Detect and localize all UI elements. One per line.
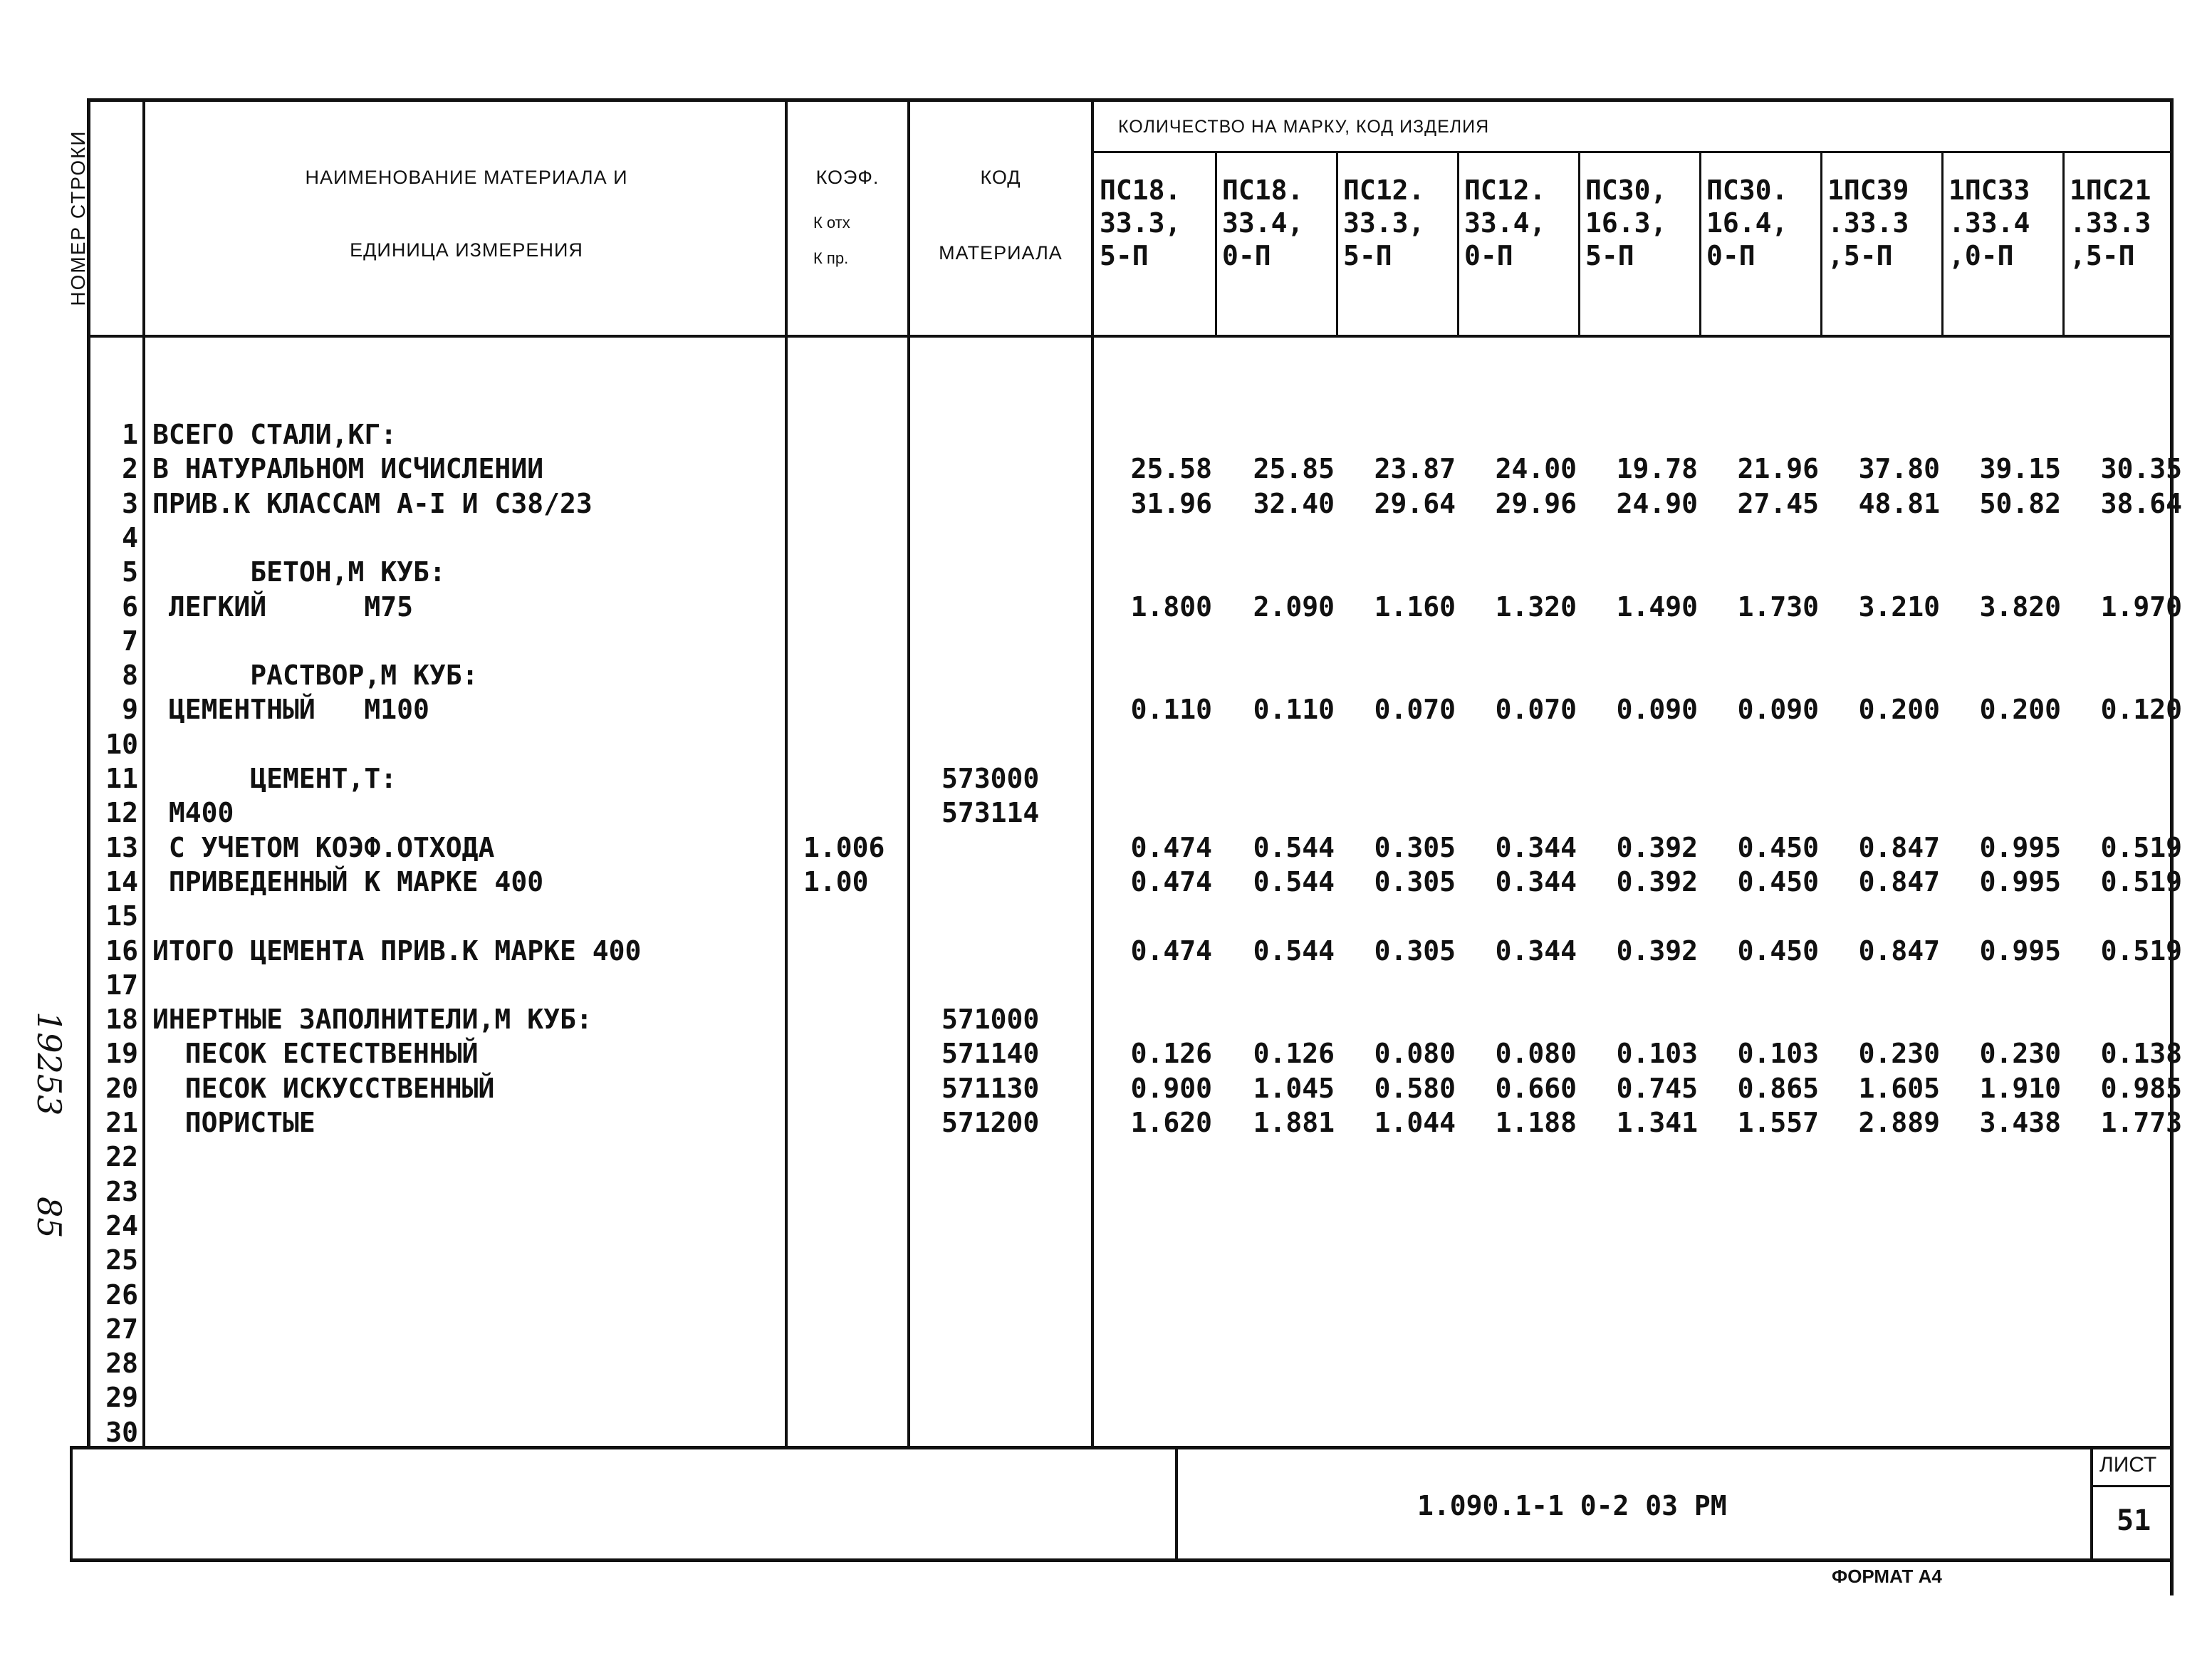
quantity-value: 1.773 <box>2100 1107 2182 1138</box>
quantity-value: 1.620 <box>1130 1107 1212 1138</box>
quantity-value: 0.392 <box>1616 866 1698 897</box>
mark-header-line2: 33.3, <box>1343 207 1425 239</box>
quantity-value: 0.230 <box>1858 1038 1940 1069</box>
stamp-divider <box>1175 1446 1178 1562</box>
quantity-value: 0.544 <box>1253 866 1335 897</box>
quantity-value: 0.995 <box>1979 832 2061 863</box>
quantity-value: 24.90 <box>1616 488 1698 519</box>
material-header-line1: НАИМЕНОВАНИЕ МАТЕРИАЛА И <box>305 167 628 188</box>
table-row <box>0 1071 2212 1105</box>
quantity-value: 0.344 <box>1495 866 1577 897</box>
mark-header-line3: ,5-П <box>2070 240 2135 271</box>
quantity-value: 0.985 <box>2100 1073 2182 1104</box>
format-label: ФОРМАТ А4 <box>1832 1566 1942 1587</box>
code-header-line2: МАТЕРИАЛА <box>939 242 1063 264</box>
row-number: 5 <box>122 556 138 588</box>
row-number: 10 <box>105 729 138 760</box>
quantity-value: 29.96 <box>1495 488 1577 519</box>
row-number: 30 <box>105 1417 138 1448</box>
material-name: ВСЕГО СТАЛИ,КГ: <box>152 419 397 450</box>
table-row <box>0 899 2212 933</box>
quantity-value: 0.865 <box>1737 1073 1819 1104</box>
material-code: 571140 <box>941 1038 1040 1069</box>
row-number: 26 <box>105 1279 138 1311</box>
mark-header-line3: ,0-П <box>1948 240 2014 271</box>
document-code: 1.090.1-1 0-2 03 РМ <box>1417 1490 1727 1521</box>
quantity-value: 0.519 <box>2100 832 2182 863</box>
quantity-value: 0.544 <box>1253 832 1335 863</box>
quantity-value: 0.392 <box>1616 832 1698 863</box>
sheet-box-left <box>2090 1446 2093 1562</box>
quantity-value: 1.910 <box>1979 1073 2061 1104</box>
mark-header-line3: 0-П <box>1706 240 1755 271</box>
table-row <box>0 1105 2212 1140</box>
mark-header-line3: 0-П <box>1464 240 1513 271</box>
quantity-value: 32.40 <box>1253 488 1335 519</box>
quantity-value: 38.64 <box>2100 488 2182 519</box>
frame-top <box>87 98 2174 102</box>
quantity-value: 1.341 <box>1616 1107 1698 1138</box>
row-number: 12 <box>105 797 138 828</box>
quantity-value: 27.45 <box>1737 488 1819 519</box>
row-number: 1 <box>122 419 138 450</box>
quantity-value: 23.87 <box>1374 453 1456 484</box>
mark-header-7 <box>1827 174 1947 272</box>
quantity-value: 1.730 <box>1737 591 1819 623</box>
mark-header-line2: .33.4 <box>1948 207 2030 239</box>
quantity-value: 1.045 <box>1253 1073 1335 1104</box>
mark-header-line3: 5-П <box>1585 240 1634 271</box>
quantity-value: 0.474 <box>1130 935 1212 967</box>
quantity-value: 50.82 <box>1979 488 2061 519</box>
quantity-value: 1.970 <box>2100 591 2182 623</box>
quantity-value: 0.305 <box>1374 935 1456 967</box>
table-row <box>0 692 2212 727</box>
quantity-value: 31.96 <box>1130 488 1212 519</box>
quantity-value: 0.080 <box>1495 1038 1577 1069</box>
row-number: 13 <box>105 832 138 863</box>
row-number: 15 <box>105 900 138 932</box>
material-name: ИТОГО ЦЕМЕНТА ПРИВ.К МАРКЕ 400 <box>152 935 642 967</box>
mark-header-line1: ПС12. <box>1343 175 1425 206</box>
table-row <box>0 658 2212 692</box>
row-number: 29 <box>105 1382 138 1413</box>
table-row <box>0 452 2212 486</box>
quantity-value: 0.995 <box>1979 866 2061 897</box>
quantity-value: 1.160 <box>1374 591 1456 623</box>
stamp-left <box>70 1446 73 1562</box>
quantity-value: 0.995 <box>1979 935 2061 967</box>
mark-header-line2: 16.4, <box>1706 207 1788 239</box>
table-row <box>0 1002 2212 1036</box>
quantity-value: 0.200 <box>1979 694 2061 725</box>
mark-header-line3: 5-П <box>1100 240 1149 271</box>
table-row <box>0 1312 2212 1346</box>
table-row <box>0 1243 2212 1277</box>
mark-header-5 <box>1585 174 1705 272</box>
stamp-bottom <box>70 1558 2174 1562</box>
material-name: РАСТВОР,М КУБ: <box>152 660 479 691</box>
quantity-value: 0.544 <box>1253 935 1335 967</box>
table-row <box>0 865 2212 899</box>
header-bottom <box>87 335 2174 338</box>
table-row <box>0 486 2212 521</box>
material-name: ПОРИСТЫЕ <box>152 1107 315 1138</box>
quantity-value: 0.519 <box>2100 935 2182 967</box>
coefficient: 1.00 <box>803 866 869 897</box>
row-number: 22 <box>105 1141 138 1172</box>
mark-header-9 <box>2070 174 2189 272</box>
quantity-header: КОЛИЧЕСТВО НА МАРКУ, КОД ИЗДЕЛИЯ <box>1118 117 1490 137</box>
material-name: ЦЕМЕНТ,Т: <box>152 763 397 794</box>
sheet-label: ЛИСТ <box>2099 1453 2157 1477</box>
quantity-value: 0.090 <box>1737 694 1819 725</box>
mark-header-line2: .33.3 <box>1827 207 1909 239</box>
quantity-value: 0.080 <box>1374 1038 1456 1069</box>
mark-header-line2: 33.4, <box>1464 207 1546 239</box>
quantity-value: 0.126 <box>1130 1038 1212 1069</box>
material-name: ЦЕМЕНТНЫЙ М100 <box>152 694 429 725</box>
material-code: 571130 <box>941 1073 1040 1104</box>
material-name: ИНЕРТНЫЕ ЗАПОЛНИТЕЛИ,М КУБ: <box>152 1004 593 1035</box>
material-name: М400 <box>152 797 234 828</box>
table-row <box>0 555 2212 589</box>
quantity-value: 0.344 <box>1495 832 1577 863</box>
quantity-value: 24.00 <box>1495 453 1577 484</box>
quantity-value: 1.320 <box>1495 591 1577 623</box>
quantity-value: 19.78 <box>1616 453 1698 484</box>
material-name: ПЕСОК ЕСТЕСТВЕННЫЙ <box>152 1038 479 1069</box>
quantity-value: 0.745 <box>1616 1073 1698 1104</box>
quantity-value: 0.070 <box>1495 694 1577 725</box>
quantity-value: 48.81 <box>1858 488 1940 519</box>
table-row <box>0 590 2212 624</box>
table-row <box>0 1380 2212 1415</box>
row-number: 3 <box>122 488 138 519</box>
table-row <box>0 1346 2212 1380</box>
table-row <box>0 624 2212 658</box>
quantity-value: 0.450 <box>1737 935 1819 967</box>
quantity-value: 1.881 <box>1253 1107 1335 1138</box>
quantity-value: 0.305 <box>1374 866 1456 897</box>
mark-header-line1: 1ПС21 <box>2070 175 2151 206</box>
mark-header-1 <box>1100 174 1219 272</box>
quantity-value: 25.85 <box>1253 453 1335 484</box>
material-header-line2: ЕДИНИЦА ИЗМЕРЕНИЯ <box>350 239 583 261</box>
row-number: 20 <box>105 1073 138 1104</box>
sheet-number: 51 <box>2117 1504 2151 1537</box>
coef-k-pr: К пр. <box>813 249 849 267</box>
quantity-value: 37.80 <box>1858 453 1940 484</box>
quantity-value: 0.110 <box>1253 694 1335 725</box>
table-row <box>0 1036 2212 1071</box>
quantity-header-line <box>1091 151 2174 153</box>
table-row <box>0 1175 2212 1209</box>
mark-header-line3: 0-П <box>1222 240 1271 271</box>
mark-header-line1: ПС30. <box>1706 175 1788 206</box>
table-row <box>0 417 2212 452</box>
mark-header-line1: ПС18. <box>1100 175 1181 206</box>
mark-header-8 <box>1948 174 2068 272</box>
quantity-value: 0.847 <box>1858 866 1940 897</box>
mark-header-line2: 33.4, <box>1222 207 1304 239</box>
row-number: 7 <box>122 625 138 657</box>
row-number: 6 <box>122 591 138 623</box>
quantity-value: 1.188 <box>1495 1107 1577 1138</box>
table-row <box>0 1278 2212 1312</box>
material-name: ПРИВЕДЕННЫЙ К МАРКЕ 400 <box>152 866 544 897</box>
row-number: 2 <box>122 453 138 484</box>
quantity-value: 0.660 <box>1495 1073 1577 1104</box>
stamp-right <box>2170 1446 2174 1595</box>
quantity-value: 3.820 <box>1979 591 2061 623</box>
quantity-value: 0.847 <box>1858 935 1940 967</box>
table-row <box>0 761 2212 796</box>
quantity-value: 0.900 <box>1130 1073 1212 1104</box>
mark-header-line1: 1ПС33 <box>1948 175 2030 206</box>
material-name: ПРИВ.К КЛАССАМ А-I И С38/23 <box>152 488 593 519</box>
row-number: 18 <box>105 1004 138 1035</box>
quantity-value: 2.090 <box>1253 591 1335 623</box>
quantity-value: 0.519 <box>2100 866 2182 897</box>
quantity-value: 29.64 <box>1374 488 1456 519</box>
quantity-value: 0.200 <box>1858 694 1940 725</box>
mark-header-line3: 5-П <box>1343 240 1392 271</box>
material-code: 571200 <box>941 1107 1040 1138</box>
material-code: 571000 <box>941 1004 1040 1035</box>
row-number: 24 <box>105 1210 138 1241</box>
material-name: ЛЕГКИЙ М75 <box>152 591 414 623</box>
mark-header-line2: .33.3 <box>2070 207 2151 239</box>
quantity-value: 2.889 <box>1858 1107 1940 1138</box>
quantity-value: 39.15 <box>1979 453 2061 484</box>
table-row <box>0 1209 2212 1243</box>
table-row <box>0 796 2212 830</box>
mark-header-2 <box>1222 174 1342 272</box>
row-number: 17 <box>105 969 138 1001</box>
row-number: 27 <box>105 1313 138 1345</box>
quantity-value: 0.344 <box>1495 935 1577 967</box>
quantity-value: 21.96 <box>1737 453 1819 484</box>
code-header-line1: КОД <box>980 167 1021 188</box>
material-name: ПЕСОК ИСКУССТВЕННЫЙ <box>152 1073 495 1104</box>
quantity-value: 1.557 <box>1737 1107 1819 1138</box>
quantity-value: 1.044 <box>1374 1107 1456 1138</box>
quantity-value: 0.126 <box>1253 1038 1335 1069</box>
quantity-value: 0.090 <box>1616 694 1698 725</box>
sheet-box-mid <box>2090 1485 2170 1487</box>
mark-header-line2: 33.3, <box>1100 207 1181 239</box>
material-name: С УЧЕТОМ КОЭФ.ОТХОДА <box>152 832 495 863</box>
material-name: БЕТОН,М КУБ: <box>152 556 446 588</box>
quantity-value: 0.110 <box>1130 694 1212 725</box>
quantity-value: 0.450 <box>1737 866 1819 897</box>
quantity-value: 1.605 <box>1858 1073 1940 1104</box>
row-number: 23 <box>105 1176 138 1207</box>
quantity-value: 0.847 <box>1858 832 1940 863</box>
quantity-value: 25.58 <box>1130 453 1212 484</box>
mark-header-line1: ПС12. <box>1464 175 1546 206</box>
quantity-value: 0.120 <box>2100 694 2182 725</box>
coef-k-otkh: К отх <box>813 214 850 231</box>
mark-header-line2: 16.3, <box>1585 207 1667 239</box>
table-row <box>0 968 2212 1002</box>
mark-header-6 <box>1706 174 1826 272</box>
quantity-value: 0.138 <box>2100 1038 2182 1069</box>
mark-header-3 <box>1343 174 1463 272</box>
coef-header: КОЭФ. <box>815 167 880 188</box>
row-number: 8 <box>122 660 138 691</box>
row-number: 4 <box>122 522 138 553</box>
quantity-value: 0.103 <box>1737 1038 1819 1069</box>
quantity-value: 1.490 <box>1616 591 1698 623</box>
mark-header-line1: 1ПС39 <box>1827 175 1909 206</box>
row-number: 28 <box>105 1348 138 1379</box>
table-row <box>0 934 2212 968</box>
table-row <box>0 831 2212 865</box>
quantity-value: 0.474 <box>1130 866 1212 897</box>
quantity-value: 0.230 <box>1979 1038 2061 1069</box>
material-name: В НАТУРАЛЬНОМ ИСЧИСЛЕНИИ <box>152 453 544 484</box>
quantity-value: 0.474 <box>1130 832 1212 863</box>
quantity-value: 0.305 <box>1374 832 1456 863</box>
margin-note-line1: 19253 <box>30 1011 68 1116</box>
row-number-header: НОМЕР СТРОКИ <box>67 130 89 306</box>
table-row <box>0 521 2212 555</box>
margin-note-line2: 85 <box>30 1197 68 1239</box>
table-row <box>0 1415 2212 1449</box>
table-row <box>0 727 2212 761</box>
quantity-value: 0.580 <box>1374 1073 1456 1104</box>
mark-header-4 <box>1464 174 1584 272</box>
row-number: 25 <box>105 1244 138 1276</box>
row-number: 21 <box>105 1107 138 1138</box>
row-number: 11 <box>105 763 138 794</box>
quantity-value: 0.103 <box>1616 1038 1698 1069</box>
mark-header-line1: ПС18. <box>1222 175 1304 206</box>
quantity-value: 0.392 <box>1616 935 1698 967</box>
coefficient: 1.006 <box>803 832 885 863</box>
quantity-value: 0.450 <box>1737 832 1819 863</box>
row-number: 14 <box>105 866 138 897</box>
material-code: 573114 <box>941 797 1040 828</box>
material-code: 573000 <box>941 763 1040 794</box>
row-number: 16 <box>105 935 138 967</box>
quantity-value: 3.210 <box>1858 591 1940 623</box>
row-number: 9 <box>122 694 138 725</box>
quantity-value: 3.438 <box>1979 1107 2061 1138</box>
quantity-value: 30.35 <box>2100 453 2182 484</box>
row-number: 19 <box>105 1038 138 1069</box>
mark-header-line1: ПС30, <box>1585 175 1667 206</box>
table-row <box>0 1140 2212 1174</box>
quantity-value: 0.070 <box>1374 694 1456 725</box>
mark-header-line3: ,5-П <box>1827 240 1893 271</box>
quantity-value: 1.800 <box>1130 591 1212 623</box>
